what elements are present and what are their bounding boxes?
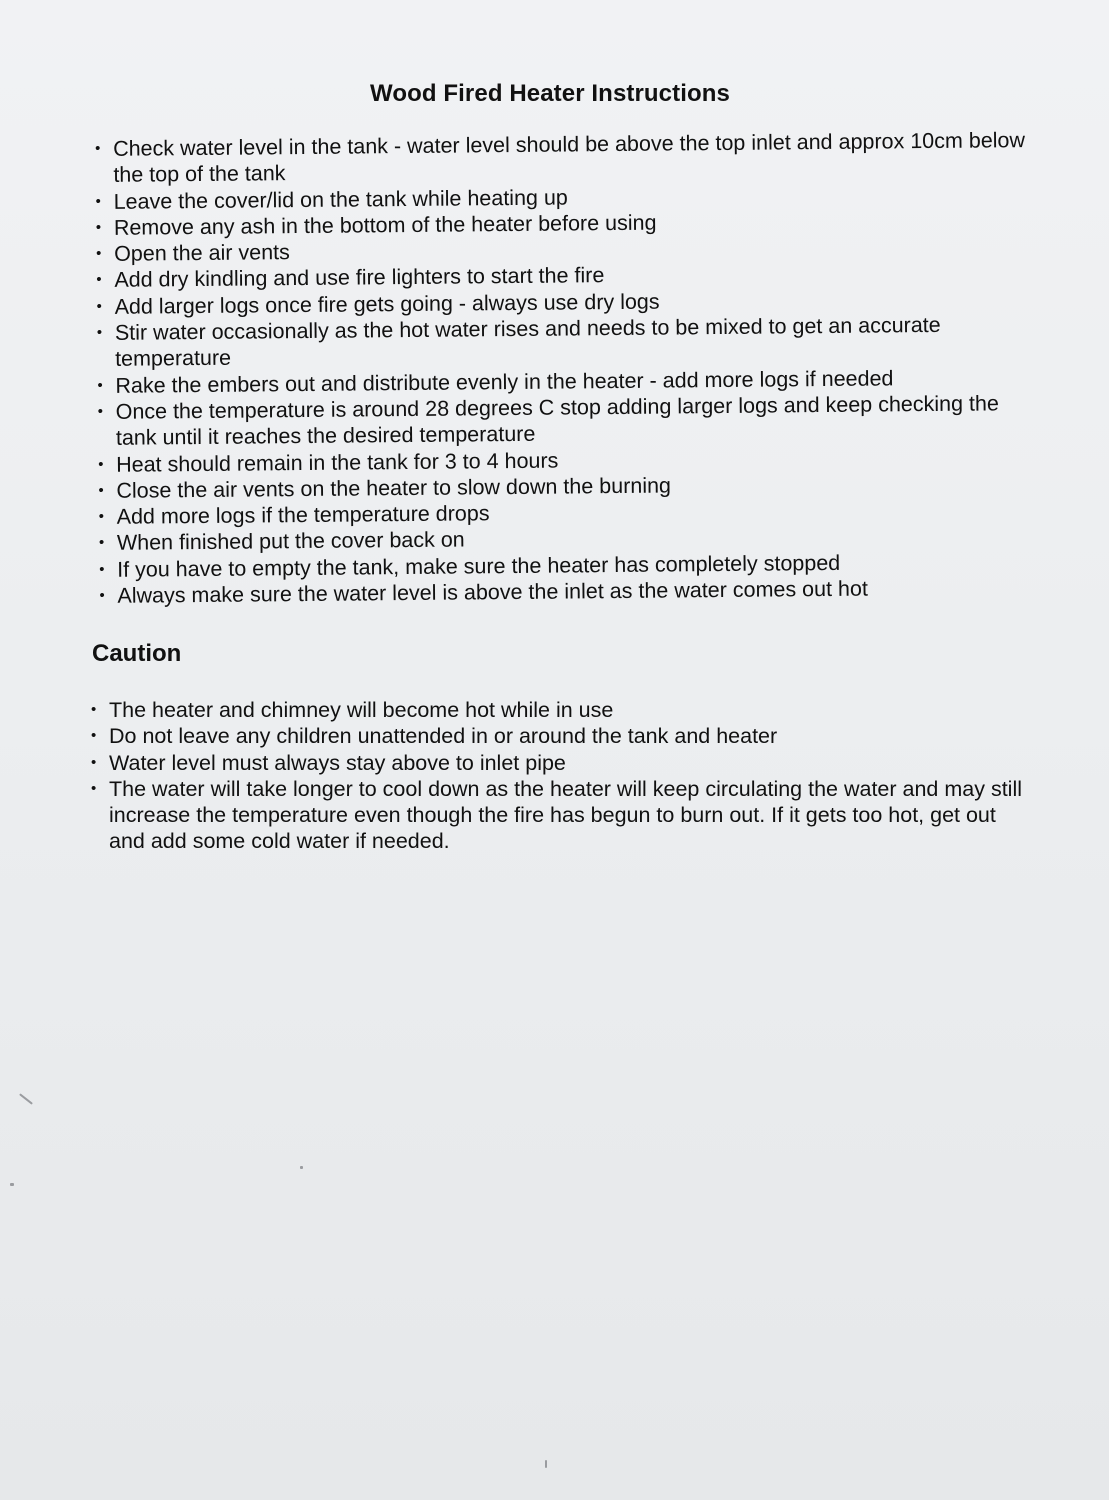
bullet-icon: • bbox=[95, 139, 101, 157]
list-item-text: The heater and chimney will become hot while in use bbox=[109, 698, 614, 722]
list-item bbox=[97, 311, 1027, 373]
list-item bbox=[98, 390, 1028, 452]
list-item bbox=[91, 723, 1031, 749]
bullet-icon: • bbox=[96, 245, 102, 263]
bullet-icon: • bbox=[91, 701, 97, 718]
list-item-text: Rake the embers out and distribute evenly in the heater - add more logs if needed bbox=[115, 366, 894, 398]
list-item-text: Always make sure the water level is above the inlet as the water comes out hot bbox=[117, 576, 868, 608]
list-item bbox=[91, 776, 1031, 855]
paper-speck bbox=[545, 1460, 547, 1468]
bullet-icon: • bbox=[98, 508, 105, 526]
list-item-text: Do not leave any children unattended in or around the tank and heater bbox=[109, 724, 778, 749]
bullet-icon: • bbox=[95, 192, 101, 210]
list-item bbox=[91, 750, 1031, 776]
bullet-icon: • bbox=[98, 455, 104, 473]
bullet-icon: • bbox=[96, 324, 103, 342]
list-item-text: Once the temperature is around 28 degrees C stop adding larger logs and keep checking the tank until it reaches the desired temperature bbox=[115, 391, 999, 451]
list-item-text: Water level must always stay above to inlet pipe bbox=[109, 750, 566, 775]
caution-list bbox=[91, 697, 1031, 855]
bullet-icon: • bbox=[98, 534, 105, 552]
list-item-text: Check water level in the tank - water level should be above the top inlet and approx 10cm below the top of the tank bbox=[113, 128, 1026, 188]
list-item-text: Close the air vents on the heater to slow down the burning bbox=[116, 473, 672, 503]
list-item bbox=[95, 127, 1025, 189]
list-item-text: Remove any ash in the bottom of the heater before using bbox=[113, 210, 657, 240]
list-item-text: Leave the cover/lid on the tank while heating up bbox=[113, 185, 568, 214]
bullet-icon: • bbox=[99, 560, 105, 578]
list-item-text: Add more logs if the temperature drops bbox=[116, 501, 490, 529]
bullet-icon: • bbox=[99, 586, 105, 605]
bullet-icon: • bbox=[97, 376, 103, 394]
list-item-text: Heat should remain in the tank for 3 to 4 hours bbox=[116, 448, 559, 477]
caution-heading: Caution bbox=[92, 640, 182, 667]
document-title: Wood Fired Heater Instructions bbox=[370, 80, 730, 107]
bullet-icon: • bbox=[91, 753, 97, 771]
paper-speck bbox=[10, 1183, 14, 1186]
bullet-icon: • bbox=[96, 271, 102, 289]
bullet-icon: • bbox=[98, 481, 104, 499]
paper-speck bbox=[300, 1166, 303, 1169]
list-item-text: Stir water occasionally as the hot water rises and needs to be mixed to get an accurate temperature bbox=[114, 312, 941, 372]
bullet-icon: • bbox=[95, 218, 102, 236]
paper-speck bbox=[19, 1093, 33, 1104]
list-item-text: Open the air vents bbox=[114, 240, 290, 267]
bullet-icon: • bbox=[91, 779, 97, 797]
list-item-text: When finished put the cover back on bbox=[116, 527, 465, 556]
bullet-icon: • bbox=[97, 402, 103, 420]
list-item-text: Add larger logs once fire gets going - always use dry logs bbox=[114, 289, 660, 319]
instructions-list bbox=[95, 127, 1030, 609]
list-item-text: The water will take longer to cool down as the heater will keep circulating the water and may still increase the temperature even though the fire has begun to burn out. If it gets too hot, get out and add some cold water if needed. bbox=[109, 776, 1023, 854]
list-item bbox=[91, 697, 1031, 723]
list-item-text: If you have to empty the tank, make sure the heater has completely stopped bbox=[117, 550, 841, 582]
bullet-icon: • bbox=[96, 297, 102, 315]
bullet-icon: • bbox=[91, 727, 97, 745]
list-item-text: Add dry kindling and use fire lighters to start the fire bbox=[114, 263, 605, 293]
